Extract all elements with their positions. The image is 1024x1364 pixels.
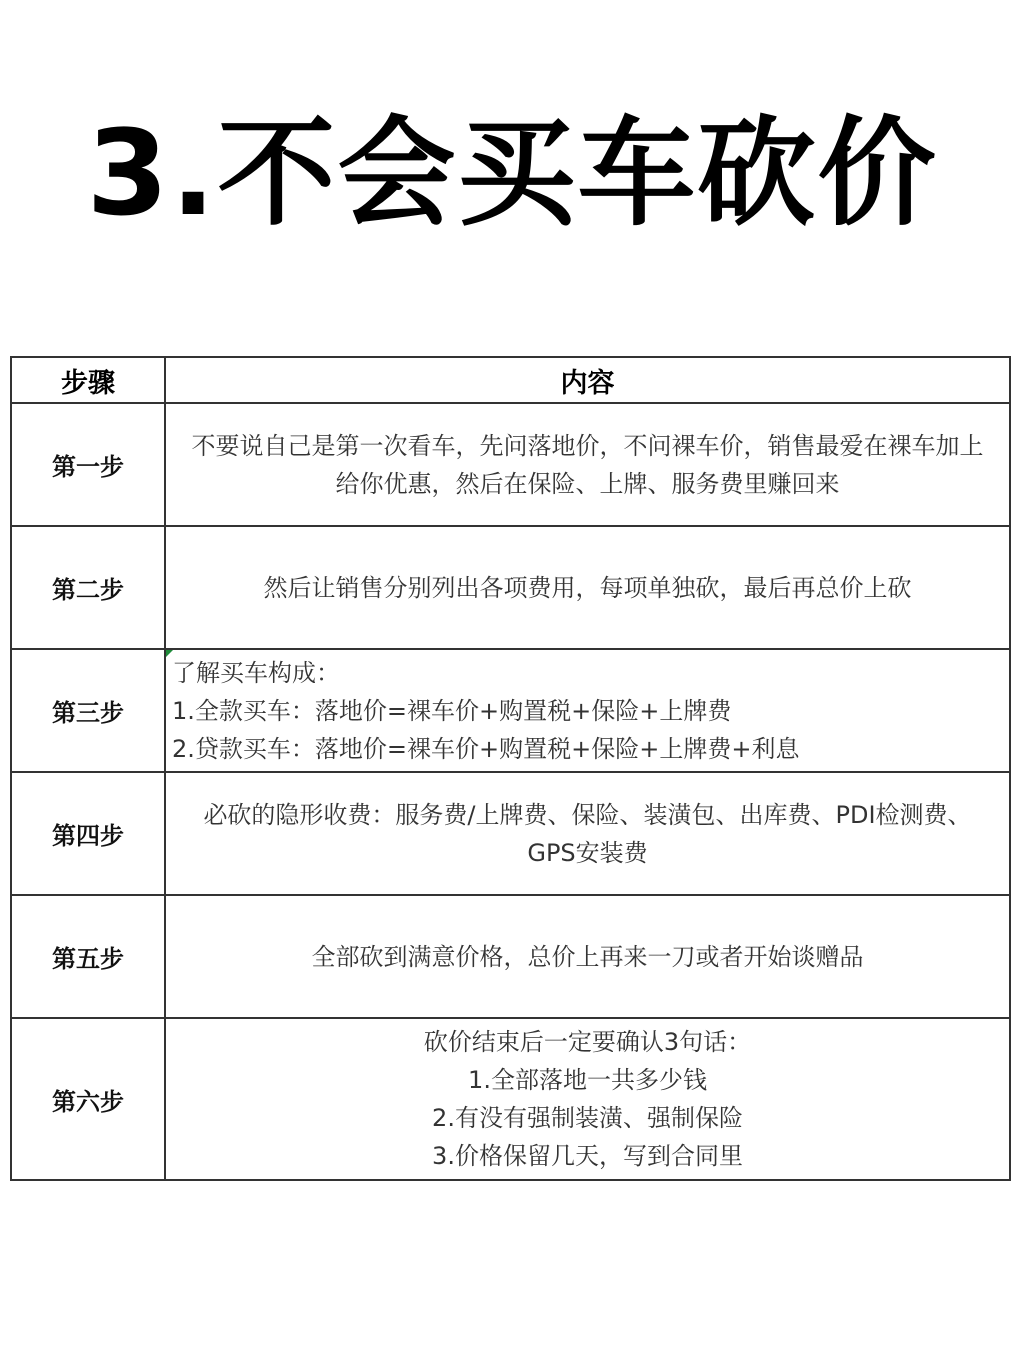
step-label: 第六步 — [11, 1018, 165, 1180]
content-line: 了解买车构成： — [172, 658, 340, 687]
content-line: 1.全部落地一共多少钱 — [468, 1066, 707, 1094]
header-step: 步骤 — [11, 357, 165, 403]
content-line: 然后让销售分别列出各项费用，每项单独砍，最后再总价上砍 — [263, 573, 912, 602]
content-line: 2.贷款买车：落地价=裸车价+购置税+保险+上牌费+利息 — [172, 734, 800, 763]
step-label: 第三步 — [11, 649, 165, 772]
content-line: 必砍的隐形收费：服务费/上牌费、保险、装潢包、出库费、PDI检测费、GPS安装费 — [203, 800, 972, 867]
step-content — [165, 895, 1010, 1018]
content-line: 全部砍到满意价格，总价上再来一刀或者开始谈赠品 — [311, 942, 864, 971]
step-label: 第二步 — [11, 526, 165, 649]
table-row — [11, 526, 1010, 649]
content-line: 砍价结束后一定要确认3句话： — [423, 1028, 752, 1056]
step-label: 第一步 — [11, 403, 165, 526]
header-content: 内容 — [165, 357, 1010, 403]
table-row — [11, 895, 1010, 1018]
step-content — [165, 1018, 1010, 1180]
table-row — [11, 772, 1010, 895]
content-line: 1.全款买车：落地价=裸车价+购置税+保险+上牌费 — [172, 696, 732, 725]
content-line: 不要说自己是第一次看车，先问落地价，不问裸车价，销售最爱在裸车加上给你优惠，然后在保险、上牌、服务费里赚回来 — [191, 431, 984, 498]
step-content — [165, 403, 1010, 526]
table-row — [11, 403, 1010, 526]
table-header-row — [11, 357, 1010, 403]
step-label: 第五步 — [11, 895, 165, 1018]
content-line: 3.价格保留几天，写到合同里 — [432, 1142, 743, 1170]
step-content — [165, 526, 1010, 649]
step-label: 第四步 — [11, 772, 165, 895]
table-row — [11, 649, 1010, 772]
step-content — [165, 649, 1010, 772]
step-content — [165, 772, 1010, 895]
content-line: 2.有没有强制装潢、强制保险 — [432, 1104, 743, 1132]
steps-table — [10, 356, 1011, 1181]
page-title: 3.不会买车砍价 — [86, 104, 938, 242]
table-row — [11, 1018, 1010, 1180]
